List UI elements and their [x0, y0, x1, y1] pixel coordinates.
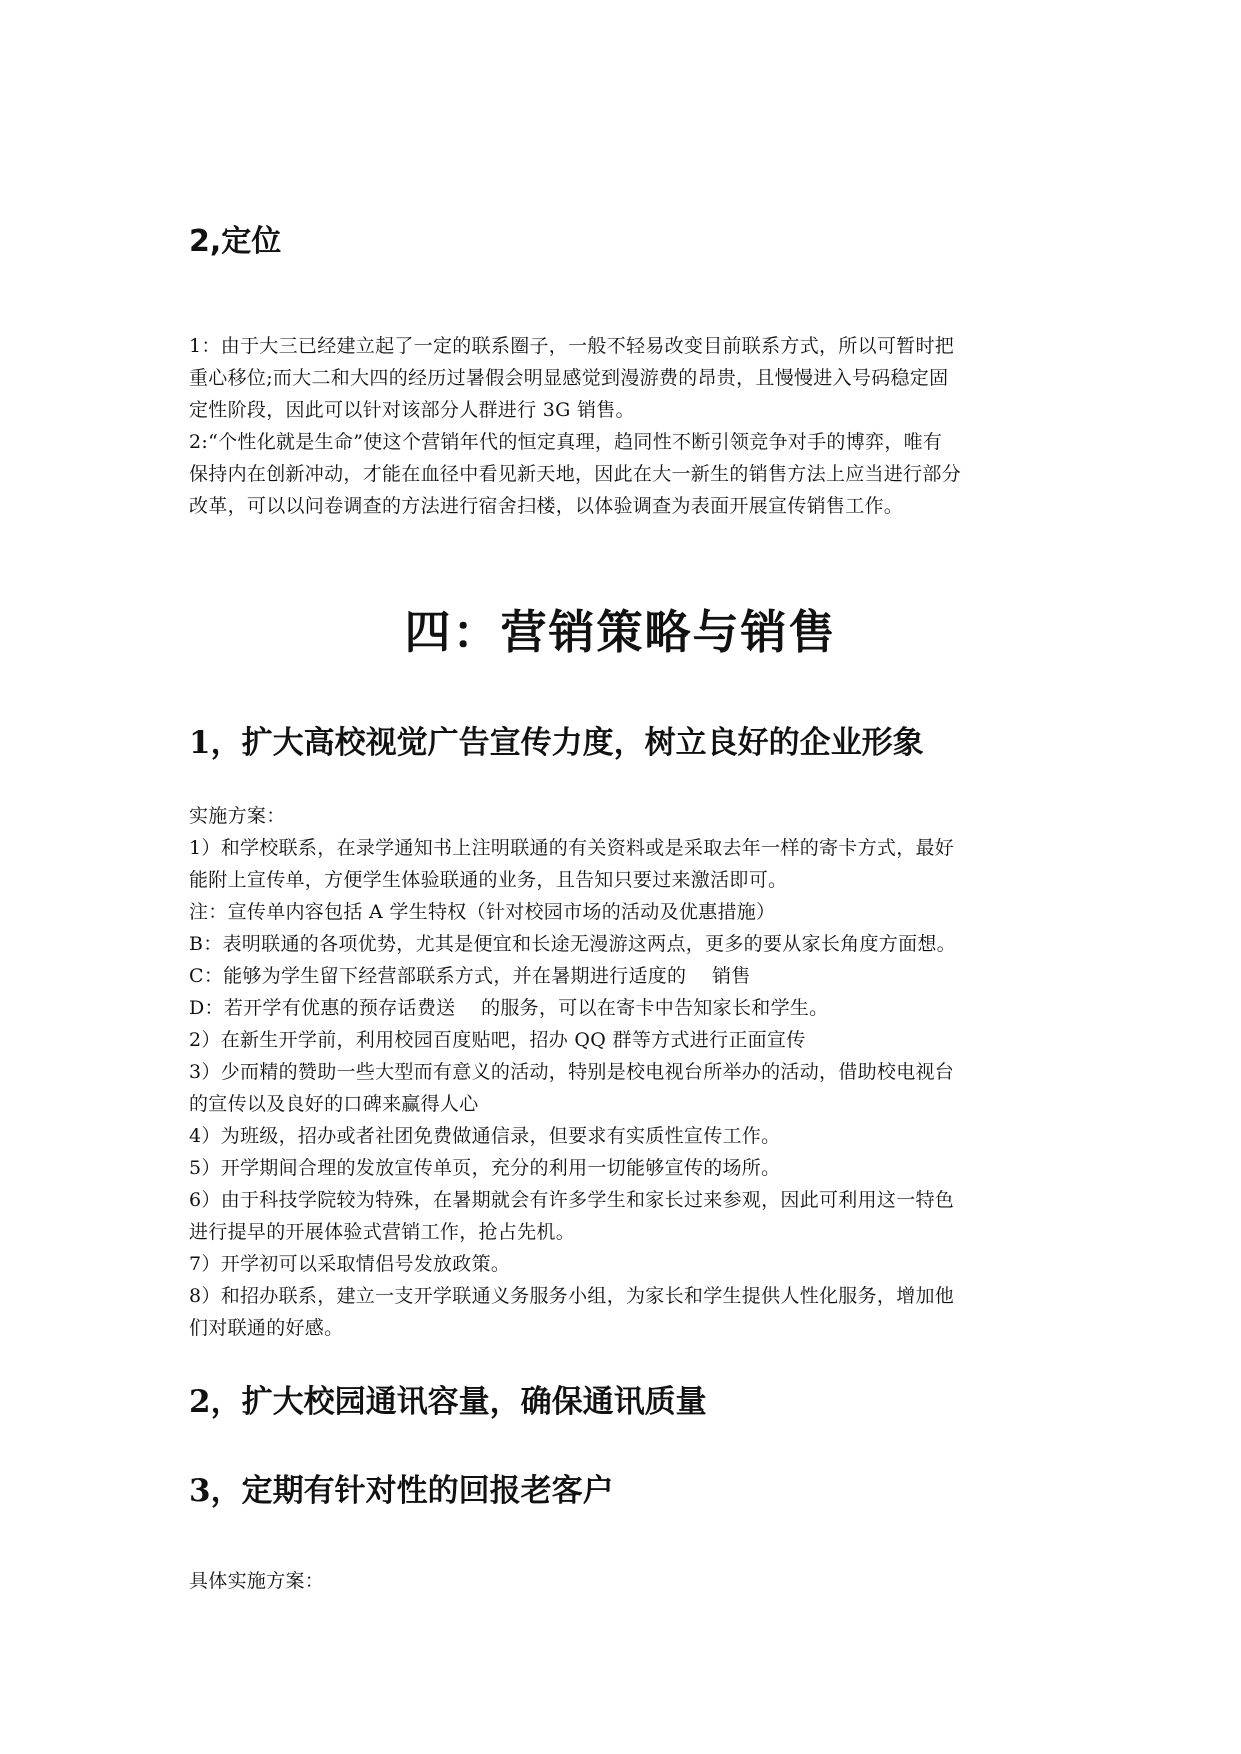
strategy-1-heading: 1，扩大高校视觉广告宣传力度，树立良好的企业形象: [189, 725, 924, 761]
text-line: 定性阶段，因此可以针对该部分人群进行 3G 销售。: [189, 399, 635, 421]
text-line: 实施方案：: [189, 805, 286, 827]
text-line: 具体实施方案：: [189, 1570, 325, 1592]
text-line: D：若开学有优惠的预存话费送 的服务，可以在寄卡中告知家长和学生。: [189, 997, 829, 1019]
text-line: 能附上宣传单，方便学生体验联通的业务，且告知只要过来激活即可。: [189, 869, 788, 891]
strategy-3-body: [189, 1565, 1059, 1597]
text-line: 重心移位;而大二和大四的经历过暑假会明显感觉到漫游费的昂贵，且慢慢进入号码稳定固: [189, 367, 949, 389]
positioning-point-2: [189, 426, 1059, 522]
text-line: 1：由于大三已经建立起了一定的联系圈子，一般不轻易改变目前联系方式，所以可暂时把: [189, 335, 955, 357]
text-line: 改革，可以以问卷调查的方法进行宿舍扫楼，以体验调查为表面开展宣传销售工作。: [189, 495, 904, 517]
text-line: 7）开学初可以采取情侣号发放政策。: [189, 1253, 511, 1275]
text-line: 8）和招办联系，建立一支开学联通义务服务小组，为家长和学生提供人性化服务，增加他: [189, 1285, 955, 1307]
positioning-point-1: [189, 330, 1059, 426]
text-line: B：表明联通的各项优势，尤其是便宜和长途无漫游这两点，更多的要从家长角度方面想。: [189, 933, 956, 955]
text-line: 们对联通的好感。: [189, 1317, 344, 1339]
text-line: 2:“个性化就是生命”使这个营销年代的恒定真理，趋同性不断引领竞争对手的博弈，唯有: [189, 431, 943, 453]
text-line: 保持内在创新冲动，才能在血径中看见新天地，因此在大一新生的销售方法上应当进行部分: [189, 463, 962, 485]
text-line: 1）和学校联系，在录学通知书上注明联通的有关资料或是采取去年一样的寄卡方式，最好: [189, 837, 955, 859]
strategy-3-heading: 3，定期有针对性的回报老客户: [189, 1473, 614, 1509]
section-heading-positioning: 2,定位: [189, 224, 282, 259]
text-line: 进行提早的开展体验式营销工作，抢占先机。: [189, 1221, 576, 1243]
text-line: 2）在新生开学前，利用校园百度贴吧，招办 QQ 群等方式进行正面宣传: [189, 1029, 806, 1051]
text-line: 4）为班级，招办或者社团免费做通信录，但要求有实质性宣传工作。: [189, 1125, 781, 1147]
chapter-title: 四：营销策略与销售: [404, 605, 837, 659]
text-line: 注：宣传单内容包括 A 学生特权（针对校园市场的活动及优惠措施）: [189, 901, 776, 923]
strategy-1-body: [189, 800, 1059, 1344]
text-line: 6）由于科技学院较为特殊，在暑期就会有许多学生和家长过来参观，因此可利用这一特色: [189, 1189, 955, 1211]
strategy-2-heading: 2，扩大校园通讯容量，确保通讯质量: [189, 1384, 707, 1420]
text-line: 5）开学期间合理的发放宣传单页，充分的利用一切能够宣传的场所。: [189, 1157, 781, 1179]
text-line: 的宣传以及良好的口碑来赢得人心: [189, 1093, 479, 1115]
text-line: C：能够为学生留下经营部联系方式，并在暑期进行适度的 销售: [189, 965, 751, 987]
text-line: 3）少而精的赞助一些大型而有意义的活动，特别是校电视台所举办的活动，借助校电视台: [189, 1061, 955, 1083]
